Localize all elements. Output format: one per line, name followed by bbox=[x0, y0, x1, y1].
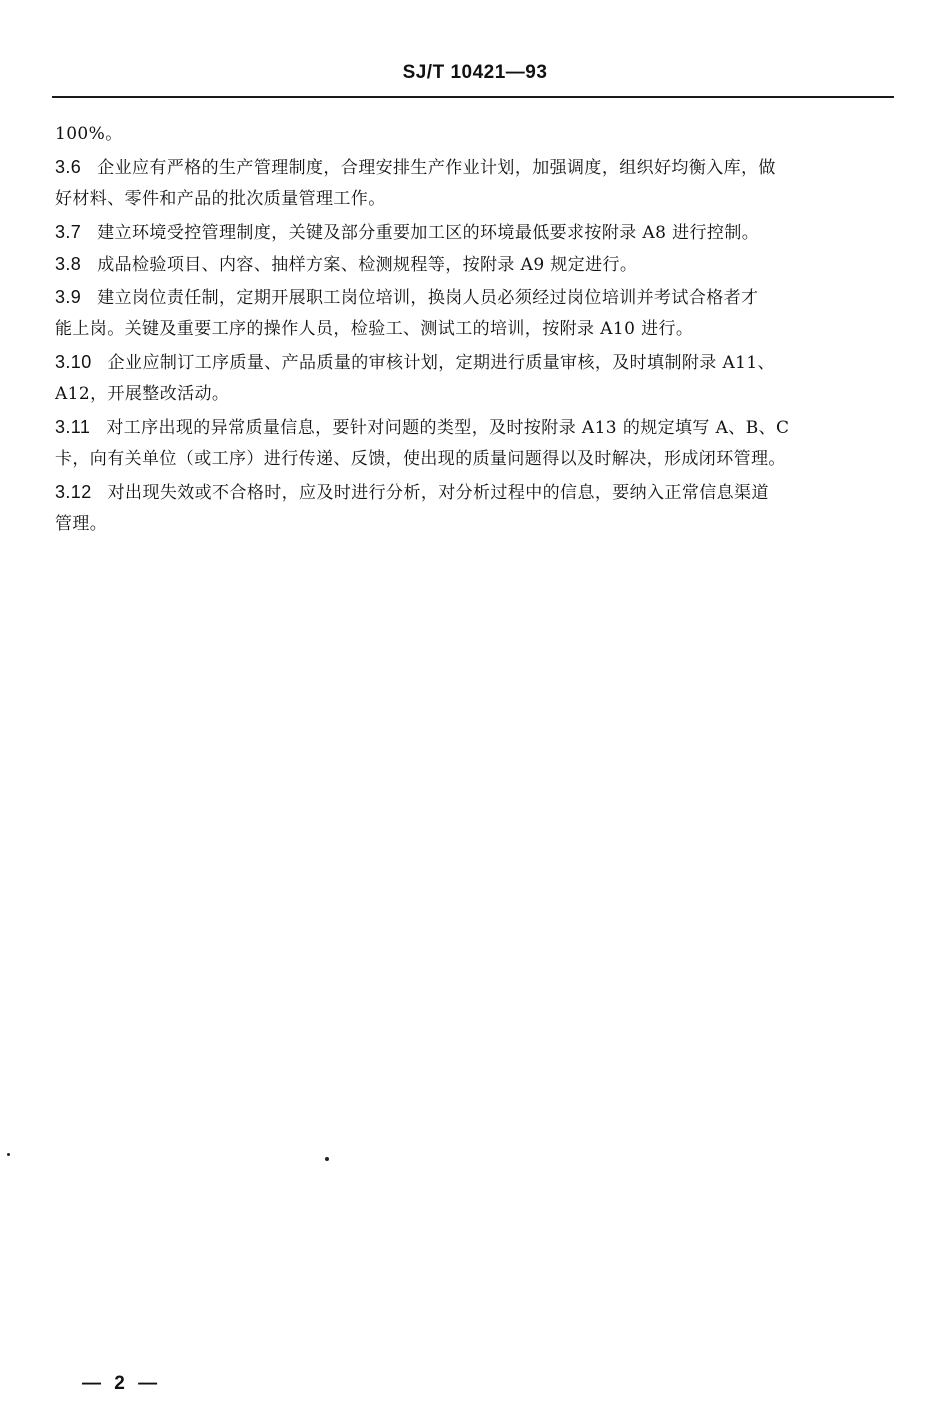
clause-text: 成品检验项目、内容、抽样方案、检测规程等，按附录 A9 规定进行。 bbox=[97, 255, 638, 275]
text-line bbox=[55, 508, 893, 541]
scan-speck bbox=[325, 1157, 329, 1161]
clause-text: 对工序出现的异常质量信息，要针对问题的类型，及时按附录 A13 的规定填写 A、B、C bbox=[106, 417, 790, 438]
clause-3-7 bbox=[55, 216, 893, 249]
clause-3-8 bbox=[55, 248, 893, 281]
text-line bbox=[55, 183, 893, 216]
clause-text: 企业应制订工序质量、产品质量的审核计划，定期进行质量审核，及时填制附录 A11、 bbox=[107, 352, 775, 373]
clause-3-6 bbox=[55, 151, 893, 184]
text-line bbox=[55, 118, 893, 151]
clause-number: 3.10 bbox=[55, 351, 92, 372]
text-line bbox=[55, 443, 893, 476]
clause-3-9 bbox=[55, 281, 893, 314]
body-text bbox=[55, 118, 893, 541]
text-line bbox=[55, 313, 893, 346]
clause-number: 3.6 bbox=[55, 156, 82, 177]
clause-3-10 bbox=[55, 346, 893, 379]
clause-3-12 bbox=[55, 476, 893, 509]
line-text: 卡，向有关单位（或工序）进行传递、反馈，使出现的质量问题得以及时解决，形成闭环管理。 bbox=[55, 449, 786, 469]
page-number: — 2 — bbox=[82, 1373, 162, 1394]
clause-number: 3.7 bbox=[55, 221, 82, 242]
clause-number: 3.12 bbox=[55, 481, 92, 502]
line-text: 好材料、零件和产品的批次质量管理工作。 bbox=[55, 189, 386, 209]
document-code-header: SJ/T 10421—93 bbox=[402, 62, 548, 83]
clause-text: 对出现失效或不合格时，应及时进行分析，对分析过程中的信息，要纳入正常信息渠道 bbox=[107, 482, 769, 503]
clause-number: 3.8 bbox=[55, 254, 82, 274]
text-line bbox=[55, 378, 893, 411]
header-divider bbox=[52, 96, 894, 98]
clause-number: 3.9 bbox=[55, 286, 82, 307]
clause-text: 企业应有严格的生产管理制度，合理安排生产作业计划，加强调度，组织好均衡入库，做 bbox=[97, 157, 776, 178]
clause-3-11 bbox=[55, 411, 893, 444]
line-text: 100%。 bbox=[55, 124, 123, 144]
line-text: A12，开展整改活动。 bbox=[55, 384, 230, 404]
clause-text: 建立岗位责任制，定期开展职工岗位培训，换岗人员必须经过岗位培训并考试合格者才 bbox=[97, 287, 759, 308]
clause-number: 3.11 bbox=[55, 416, 91, 437]
line-text: 管理。 bbox=[55, 514, 108, 534]
clause-text: 建立环境受控管理制度，关键及部分重要加工区的环境最低要求按附录 A8 进行控制。 bbox=[97, 222, 760, 243]
line-text: 能上岗。关键及重要工序的操作人员，检验工、测试工的培训，按附录 A10 进行。 bbox=[55, 319, 694, 339]
scan-speck bbox=[7, 1153, 10, 1156]
